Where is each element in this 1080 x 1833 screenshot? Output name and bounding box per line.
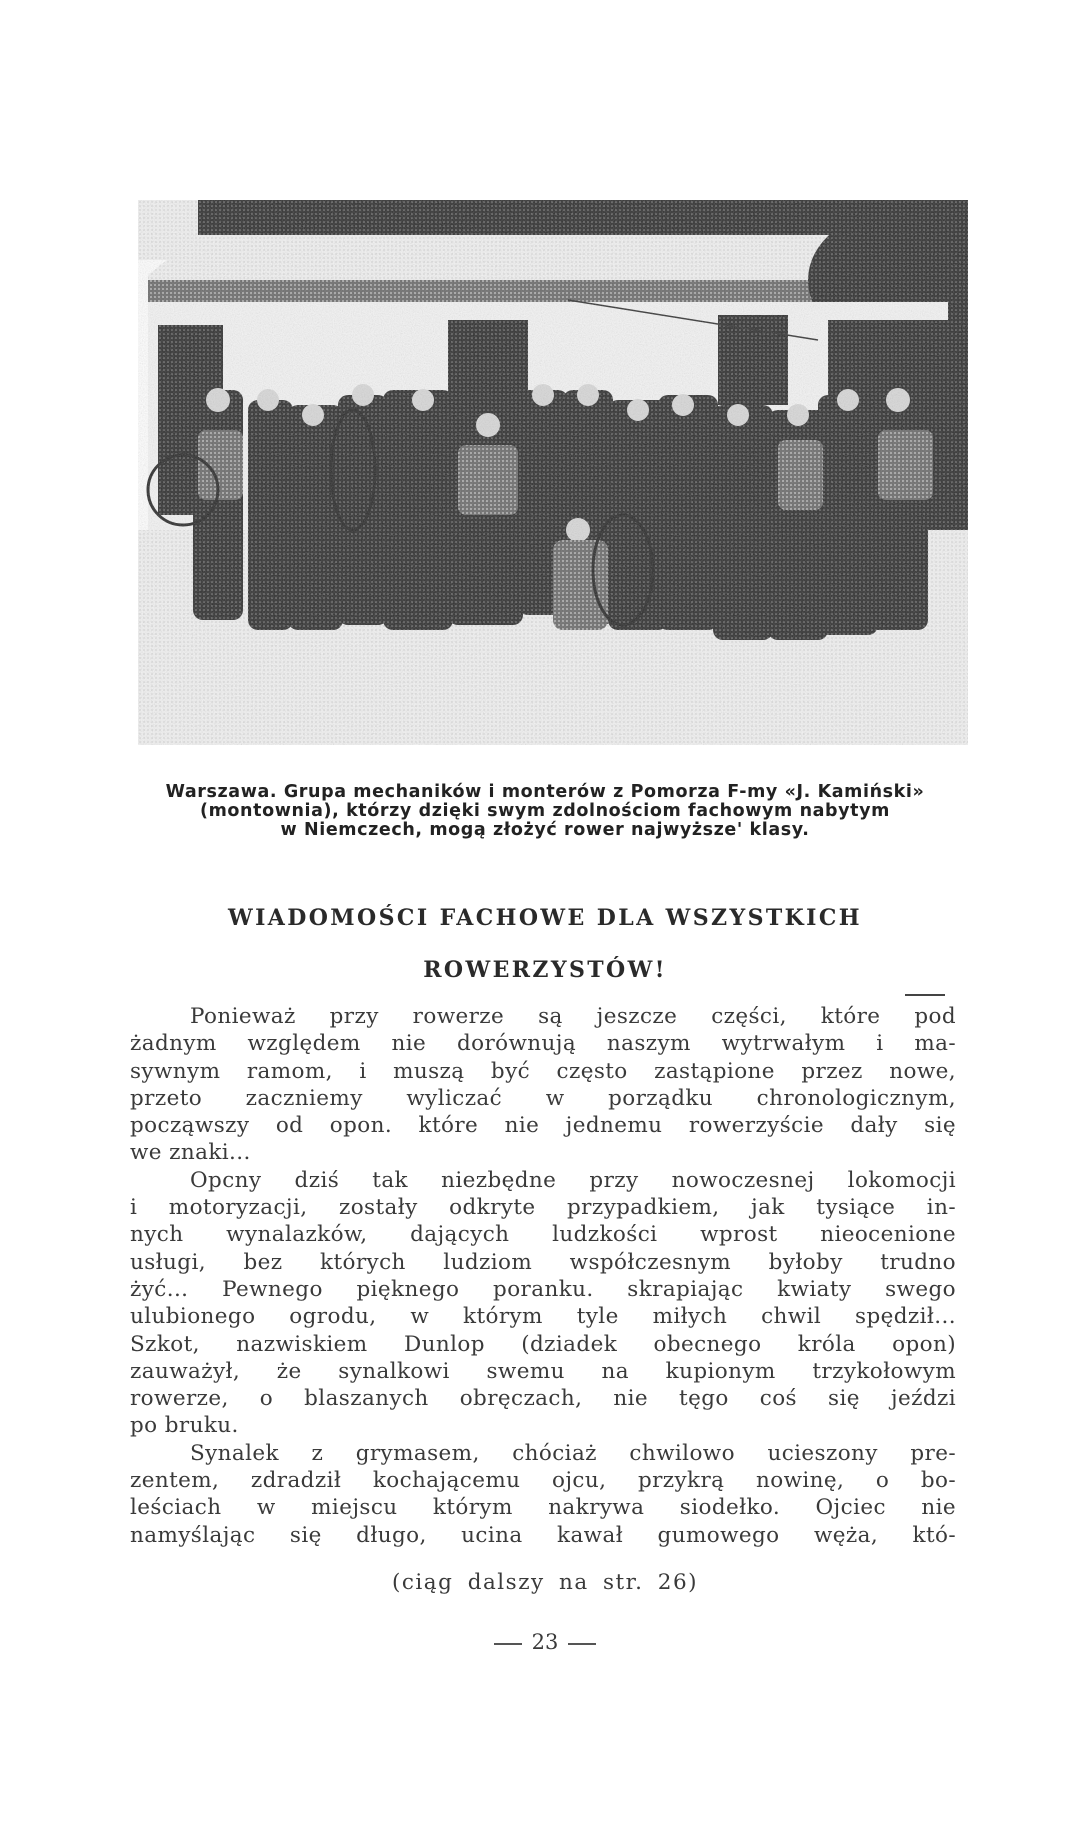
body-line: zentem, zdradził kochającemu ojcu, przykrą nowinę, o bo-: [130, 1468, 956, 1494]
body-line: we znaki...: [130, 1140, 251, 1166]
body-line: Szkot, nazwiskiem Dunlop (dziadek obecnego króla opon): [130, 1331, 956, 1357]
body-line: po bruku.: [130, 1413, 239, 1439]
photo-image: [138, 200, 968, 745]
body-line: sywnym ramom, i muszą być często zastąpione przez nowe,: [130, 1058, 956, 1084]
body-line: przeto zaczniemy wyliczać w porządku chronologicznym,: [130, 1085, 956, 1111]
group-photo: [138, 200, 968, 745]
body-line: ulubionego ogrodu, w którym tyle miłych chwil spędził...: [130, 1304, 956, 1330]
body-line: żyć... Pewnego pięknego poranku. skrapiając kwiaty swego: [130, 1276, 956, 1302]
body-line: począwszy od opon. które nie jednemu rowerzyście dały się: [130, 1113, 956, 1139]
body-line: Synalek z grymasem, chóciaż chwilowo ucieszony pre-: [190, 1440, 956, 1466]
body-line: nych wynalazków, dających ludzkości wprost nieocenione: [130, 1222, 956, 1248]
article-title-line-2: ROWERZYSTÓW!: [423, 957, 667, 983]
caption-line: w Niemczech, mogą złożyć rower najwyższe' klasy.: [280, 820, 810, 840]
dash-right: [568, 1643, 596, 1645]
article-body: [130, 1003, 956, 1549]
dash-left: [494, 1643, 522, 1645]
article-title: [130, 900, 960, 988]
article-title-line-1: WIADOMOŚCI FACHOWE DLA WSZYSTKICH: [228, 905, 862, 931]
caption-line: (montownia), którzy dzięki swym zdolnościom fachowym nabytym: [200, 801, 890, 821]
body-line: usługi, bez których ludziom współczesnym byłoby trudno: [130, 1249, 956, 1275]
body-line: żadnym względem nie dorównują naszym wytrwałym i ma-: [130, 1031, 956, 1057]
page-number: 23: [531, 1630, 559, 1654]
body-line: leściach w miejscu którym nakrywa siodełko. Ojciec nie: [130, 1495, 956, 1521]
body-line: Opcny dziś tak niezbędne przy nowoczesnej lokomocji: [190, 1167, 956, 1193]
body-line: zauważył, że synalkowi swemu na kupionym trzykołowym: [130, 1358, 956, 1384]
page-number-footer: [130, 1630, 960, 1654]
photo-caption: [130, 783, 960, 840]
body-line: rowerze, o blaszanych obręczach, nie tęgo coś się jeździ: [130, 1386, 956, 1412]
caption-line: Warszawa. Grupa mechaników i monterów z Pomorza F-my «J. Kamiński»: [165, 782, 925, 802]
continued-note: (ciąg dalszy na str. 26): [391, 1570, 699, 1595]
body-line: i motoryzacji, zostały odkryte przypadkiem, jak tysiące in-: [130, 1195, 956, 1221]
body-line: namyślając się długo, ucina kawał gumowego węża, któ-: [130, 1522, 956, 1548]
print-mark: [905, 994, 945, 996]
body-line: Ponieważ przy rowerze są jeszcze części, które pod: [190, 1004, 956, 1029]
